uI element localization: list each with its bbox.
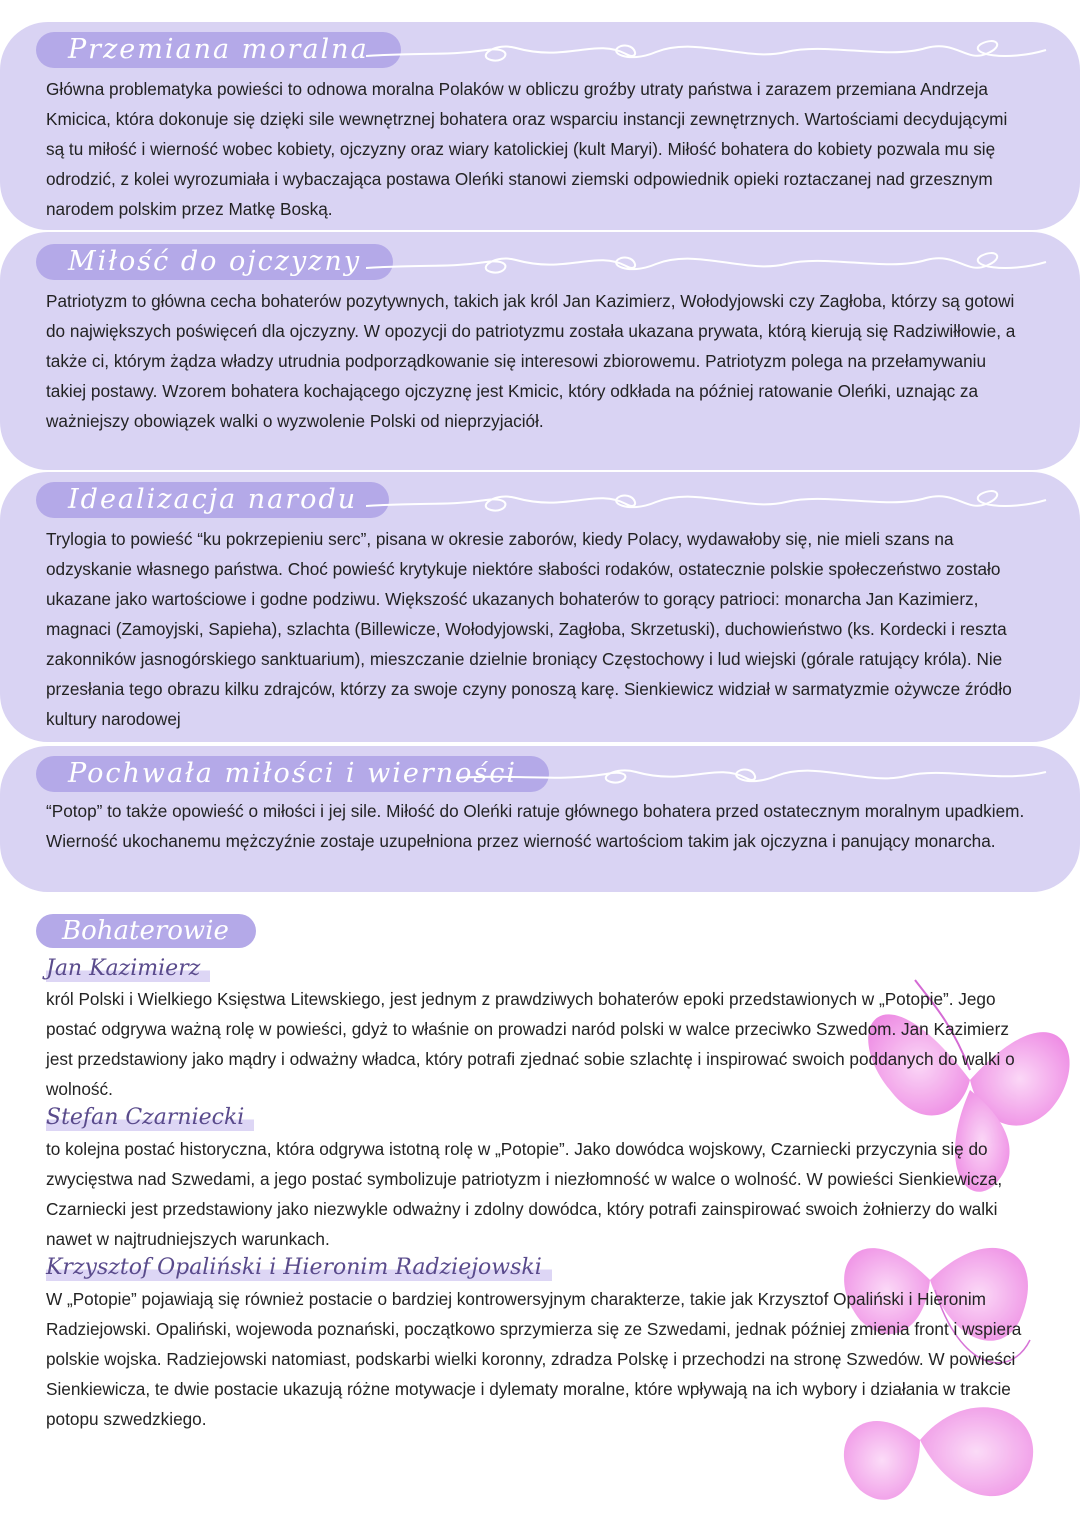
hero-name: Krzysztof Opaliński i Hieronim Radziejowski [46, 1255, 552, 1281]
section-text: Patriotyzm to główna cecha bohaterów pozytywnych, takich jak król Jan Kazimierz, Wołodyjowski czy Zagłoba, którzy są gotowi do największych poświęceń dla ojczyzny. W opozycji do patriotyzmu została ukazana prywata, którą kierują się Radziwiłłowie, a także ci, którym żądza władzy utrudnia podporządkowanie się interesowi zbiorowemu. Patriotyzm polega na przełamywaniu takiej postawy. Wzorem bohatera kochającego ojczyznę jest Kmicic, który odkłada na później ratowanie Oleńki, uznając za ważniejszy obowiązek walki o wyzwolenie Polski od nieprzyjaciół. [46, 291, 1016, 431]
section-text: Trylogia to powieść “ku pokrzepieniu serc”, pisana w okresie zaborów, kiedy Polacy, wydawałoby się, nie mieli szans na odzyskanie własnego państwa. Choć powieść krytykuje niektóre słabości rodaków, ostatecznie polskie społeczeństwo zostało ukazane jako wartościowe i godne podziwu. Większość ukazanych bohaterów to gorący patrioci: monarcha Jan Kazimierz, magnaci (Zamoyjski, Sapieha), szlachta (Billewicze, Wołodyjowski, Zagłoba, Skrzetuski), duchowieństwo (ks. Kordecki i reszta zakonników jasnogórskiego sanktuarium), mieszczanie dzielnie broniący Częstochowy i lud wiejski (górale ratujący króla). Nie przesłania tego obrazu kilku zdrajców, którzy za swoje czyny ponoszą karę. Sienkiewicz widział w sarmatyzmie ożywcze źródło kultury narodowej [46, 529, 1012, 729]
hero-description: to kolejna postać historyczna, która odgrywa istotną rolę w „Potopie”. Jako dowódca wojskowy, Czarniecki przyczynia się do zwycięstwa nad Szwedami, a jego postać symbolizuje patriotyzm i niezłomność w walce o wolność. W powieści Sienkiewicza, Czarniecki jest przedstawiony jako niezwykle odważny i zdolny dowódca, który potrafi zainspirować swoich żołnierzy do walki nawet w najtrudniejszych warunkach. [46, 1139, 1003, 1249]
section-text: Główna problematyka powieści to odnowa moralna Polaków w obliczu groźby utraty państwa i zarazem przemiana Andrzeja Kmicica, która dokonuje się dzięki sile wewnętrznej bohatera oraz wsparciu instancji zewnętrznych. Wartościami decydującymi są tu miłość i wierność wobec kobiety, ojczyzny oraz wiary katolickiej (kult Maryi). Miłość bohatera do kobiety pozwala mu się odrodzić, z kolei wyrozumiała i wybaczająca postawa Oleńki stanowi ziemski odpowiednik opieki roztaczanej nad grzesznym narodem polskim przez Matkę Boską. [46, 79, 1008, 219]
section-title: Przemiana moralna [36, 32, 401, 68]
swirl-ornament-icon [366, 482, 1056, 522]
section-text: “Potop” to także opowieść o miłości i jej sile. Miłość do Oleńki ratuje głównego bohatera przed ostatecznym moralnym upadkiem. Wierność ukochanemu mężczyźnie zostaje uzupełniona przez wierność wartościom takim jak ojczyzna i panujący monarcha. [46, 801, 1025, 851]
section-title: Miłość do ojczyzny [36, 244, 393, 280]
section-card-milosc-ojczyzny [0, 232, 1080, 470]
section-card-pochwala [0, 746, 1080, 892]
swirl-ornament-icon [366, 32, 1056, 72]
swirl-ornament-icon [366, 244, 1056, 284]
hero-name: Stefan Czarniecki [46, 1105, 254, 1131]
swirl-ornament-icon [456, 756, 1056, 796]
hero-name: Jan Kazimierz [46, 956, 210, 982]
section-card-idealizacja [0, 472, 1080, 742]
section-title: Pochwała miłości i wierności [36, 756, 549, 792]
hero-description: król Polski i Wielkiego Księstwa Litewskiego, jest jednym z prawdziwych bohaterów epoki przedstawionych w „Potopie”. Jego postać odgrywa ważną rolę w powieści, gdyż to właśnie on prowadzi naród polski w walce przeciwko Szwedom. Jan Kazimierz jest przedstawiony jako mądry i odważny władca, który potrafi zjednać sobie szlachtę i inspirować swoich poddanych do walki o wolność. [46, 989, 1015, 1099]
hero-description: W „Potopie” pojawiają się również postacie o bardziej kontrowersyjnym charakterze, takie jak Krzysztof Opaliński i Hieronim Radziejowski. Opaliński, wojewoda poznański, początkowo sprzymierza się ze Szwedami, jednak później zmienia front i wspiera polskie wojska. Radziejowski natomiast, podskarbi wielki koronny, zdradza Polskę i przechodzi na stronę Szwedów. W powieści Sienkiewicza, te dwie postacie ukazują różne motywacje i dylematy moralne, które wpływają na ich wybory i działania w trakcie potopu szwedzkiego. [46, 1289, 1022, 1429]
section-card-przemiana [0, 22, 1080, 230]
section-title: Idealizacja narodu [36, 482, 389, 518]
heroes-title: Bohaterowie [36, 914, 256, 948]
